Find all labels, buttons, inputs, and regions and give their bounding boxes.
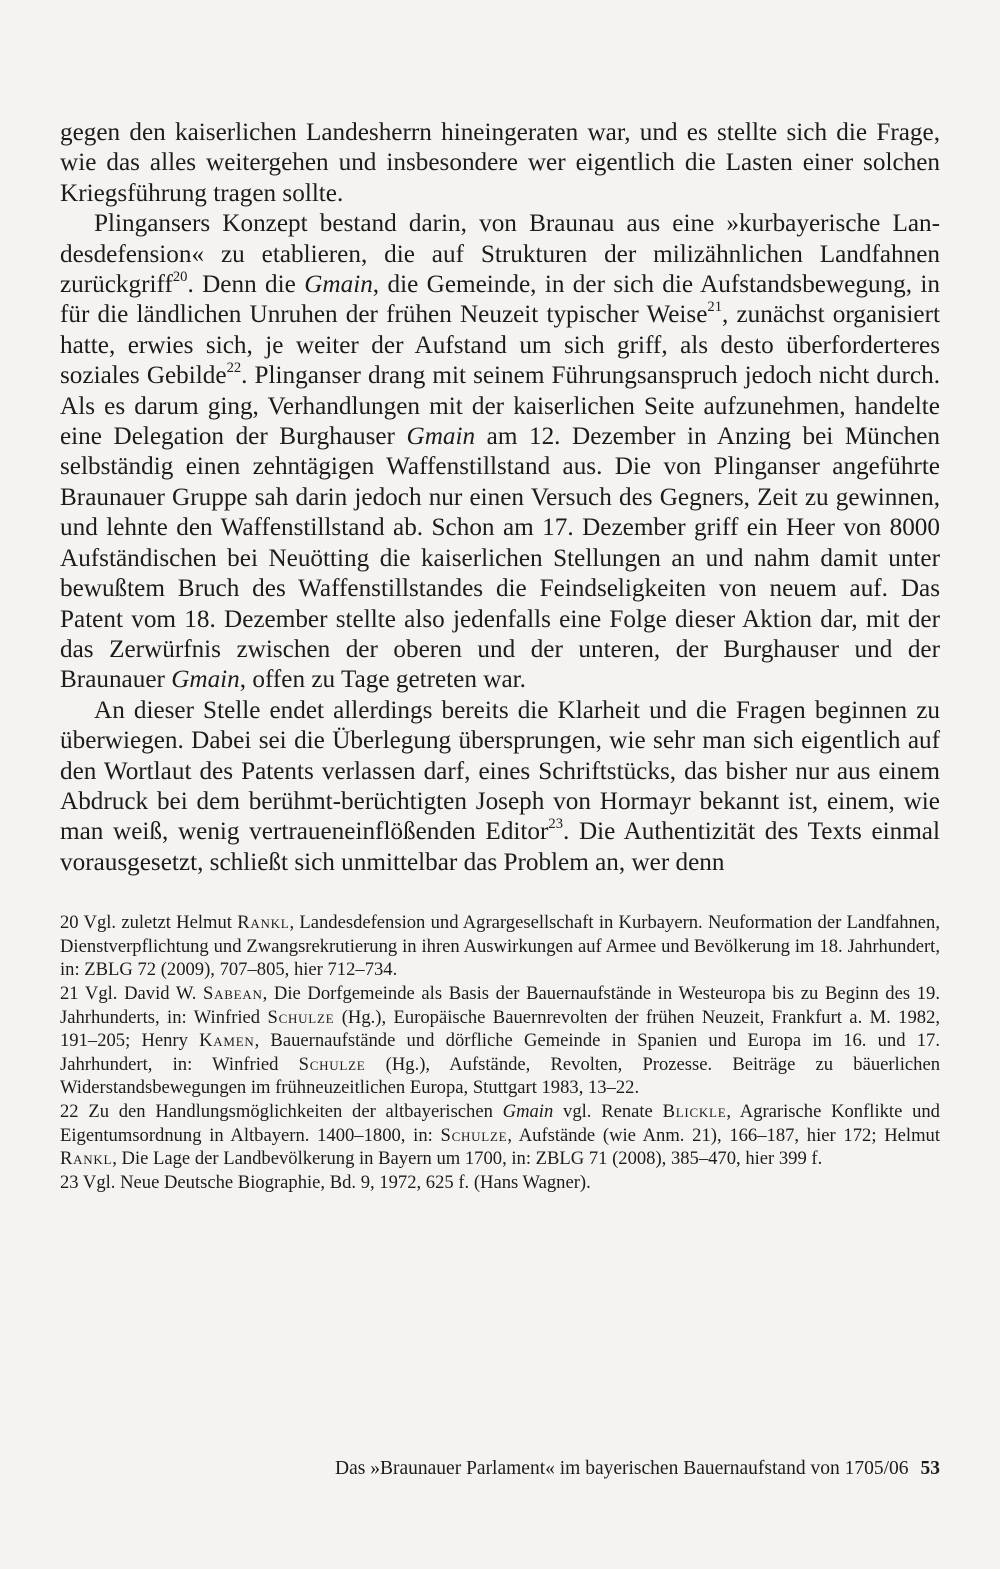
text-run: 23 Vgl. Neue Deutsche Biographie, Bd. 9, 1972, 625 f. (Hans Wagner). (60, 1171, 591, 1193)
paragraph (60, 209, 940, 696)
footnote-ref: 21 (707, 299, 722, 316)
page-number: 53 (920, 1458, 940, 1479)
author-name: Rankl (237, 912, 290, 934)
text-run: , Bauernaufstände und dörfliche Gemeinde in Spanien und Europa im 16. und 17. Jahrhundert, in: Winfried (60, 1030, 940, 1075)
text-run: , Aufstände (wie Anm. 21), 166–187, hier 172; Helmut (507, 1124, 940, 1146)
text-run: (Hg.), Aufstände, Revolten, Prozesse. Beiträge zu bäuerlichen Widerstandsbewegungen im frühneuzeitlichen Europa, Stuttgart 1983, 13–22. (60, 1053, 940, 1099)
text-run: am 12. Dezember in Anzing bei München selbständig einen zehntägigen Waffenstillstand aus. Die von Plinganser angeführte Braunauer Gruppe sah darin jedoch nur einen Versuch des Gegners, Zeit zu gewinnen, und lehnte den Waffenstillstand ab. Schon am 17. Dezember griff ein Heer von 8000 Aufständischen bei Neuötting die kaiserlichen Stellungen an und nahm damit unter bewußtem Bruch des Waffenstillstandes die Feindseligkeiten von neuem auf. Das Patent vom 18. Dezember stellte also jedenfalls eine Folge dieser Aktion dar, mit der das Zerwürfnis zwischen der oberen und der unteren, der Burghauser und der Braunauer (60, 423, 940, 694)
text-run: (Hg.), Europäische Bauernrevolten der frühen Neuzeit, Frankfurt a. M. 1982, 191–205; Henry (60, 1006, 941, 1052)
book-page (60, 118, 940, 1194)
text-run: vgl. Renate (553, 1100, 663, 1122)
author-name: Rankl (60, 1148, 113, 1170)
italic-term: Gmain (304, 271, 373, 299)
text-run: , die Gemeinde, in der sich die Aufstandsbewegung, in für die ländlichen Unruhen der frühen Neuzeit typischer Weise (60, 271, 940, 329)
text-run: , Landesdefension und Agrargesellschaft in Kurbayern. Neuformation der Landfahnen, Dienstverpflichtung und Zwangsrekrutierung in ihren Auswirkungen auf Armee und Bevölkerung im 18. Jahrhundert, in: ZBLG 72 (2009), 707–805, hier 712–734. (60, 912, 941, 981)
text-run: . Plinganser drang mit seinem Führungsanspruch jedoch nicht durch. Als es darum ging, Verhandlungen mit der kaiserlichen Seite aufzunehmen, handelte eine Delegation der Burghauser (60, 362, 940, 451)
text-run: . Die Authentizität des Texts einmal vorausgesetzt, schließt sich unmittelbar das Problem an, wer denn (60, 818, 940, 876)
paragraph (60, 696, 940, 878)
author-name: Schulze (267, 1006, 335, 1028)
running-title: Das »Braunauer Parlament« im bayerischen Bauernaufstand von 1705/06 (335, 1458, 909, 1479)
text-run: gegen den kaiserlichen Landesherrn hineingeraten war, und es stellte sich die Frage, wie das alles weitergehen und insbesondere wer eigentlich die Lasten einer solchen Kriegsführung tragen sollte. (60, 119, 940, 207)
author-name: Schulze (440, 1124, 508, 1146)
main-text (60, 118, 940, 878)
footnote (60, 911, 940, 982)
author-name: Kamen (199, 1030, 255, 1052)
page-footer (60, 1458, 940, 1480)
text-run: , Die Dorfgemeinde als Basis der Bauernaufstände in Westeuropa bis zu Beginn des 19. Jahrhunderts, in: Winfried (60, 982, 940, 1028)
italic-term: Gmain (502, 1100, 554, 1122)
author-name: Blickle (662, 1100, 727, 1122)
text-run: , Die Lage der Landbevölkerung in Bayern um 1700, in: ZBLG 71 (2008), 385–470, hier 399 f. (112, 1148, 823, 1170)
text-run: , Agrarische Konflikte und Eigentumsordnung in Altbayern. 1400–1800, in: (60, 1100, 940, 1146)
paragraph (60, 118, 940, 209)
author-name: Sabean (203, 982, 263, 1004)
footnote-ref: 23 (548, 816, 563, 833)
text-run: Plingansers Konzept bestand darin, von Braunau aus eine »kurbayerische Landesdefension« zu etablieren, die auf Strukturen der milizähnlichen Landfahnen zurückgriff (60, 210, 940, 299)
author-name: Schulze (298, 1053, 366, 1075)
footnote-ref: 22 (226, 360, 242, 377)
text-run: 21 Vgl. David W. (60, 982, 203, 1004)
italic-term: Gmain (406, 423, 476, 451)
text-run: . Denn die (187, 271, 305, 299)
footnote-ref: 20 (172, 269, 188, 286)
footnote (60, 1100, 940, 1171)
text-run: , zunächst organisiert hatte, erwies sich, je weiter der Aufstand um sich griff, als desto überforderteres soziales Gebilde (60, 301, 940, 390)
text-run: , offen zu Tage getreten war. (239, 666, 526, 694)
footnotes (60, 911, 940, 1194)
footnote (60, 1171, 940, 1195)
footnote (60, 982, 940, 1100)
text-run: An dieser Stelle endet allerdings bereits die Klarheit und die Fragen beginnen zu überwiegen. Dabei sei die Überlegung übersprungen, wie sehr man sich eigentlich auf den Wortlaut des Patents verlassen darf, eines Schriftstücks, das bisher nur aus einem Abdruck bei dem berühmt-berüchtigten Joseph von Hormayr bekannt ist, einem, wie man weiß, wenig vertraueneinflößenden Editor (60, 696, 940, 846)
italic-term: Gmain (171, 666, 240, 694)
text-run: 22 Zu den Handlungsmöglichkeiten der altbayerischen (60, 1100, 503, 1122)
text-run: 20 Vgl. zuletzt Helmut (60, 912, 238, 934)
